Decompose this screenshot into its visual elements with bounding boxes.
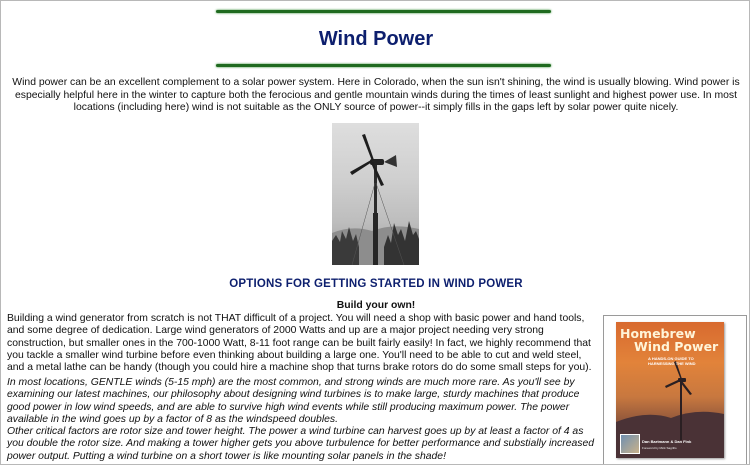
gentle-winds-paragraph: In most locations, GENTLE winds (5-15 mph) are the most common, and strong winds are much more rare. As you'll see by examining our latest machines, our philosophy about designing wind turbines is to make large, sturdy machines that produce good power in low wind speeds, and are able to survive high wind events while still producing maximum power. The power available in the wind goes up by a factor of 8 as the windspeed doubles. — [7, 377, 580, 425]
wind-info-block — [7, 377, 599, 463]
book-inset-photo — [620, 434, 640, 454]
book-title — [620, 327, 720, 353]
bottom-divider — [216, 64, 551, 67]
wind-turbine-photo[interactable] — [332, 123, 419, 265]
book-box — [603, 315, 747, 465]
top-divider — [216, 10, 551, 13]
book-title-line2: Wind Power — [634, 339, 719, 354]
book-foreword: Foreword by Mick Sagrillo — [642, 446, 677, 450]
section-heading: OPTIONS FOR GETTING STARTED IN WIND POWER — [229, 278, 523, 290]
wind-turbine-image — [332, 123, 419, 265]
book-authors: Dan Bartmann & Dan Fink — [642, 439, 692, 444]
page-title: Wind Power — [318, 28, 434, 50]
build-your-own-heading: Build your own! — [336, 300, 416, 311]
book-subtitle: A HANDS-ON GUIDE TO HARNESSING THE WIND — [648, 356, 696, 366]
rotor-tower-paragraph: Other critical factors are rotor size and tower height. The power a wind turbine can harvest goes up by at least a factor of 4 as you double the rotor size. And making a tower higher gets you above turbulence for better performance and substially increased power output. Putting a wind turbine on a short tower is like mounting solar panels in the shade! — [7, 426, 595, 462]
book-cover[interactable] — [616, 322, 724, 458]
book-title-line1: Homebrew — [620, 326, 696, 341]
intro-paragraph: Wind power can be an excellent complement to a solar power system. Here in Colorado, when the sun isn't shining, the wind is usually blowing. Wind power is especially helpful here in the winter to capture both the ferocious and gentle mountain winds during the times of least sunlight and highest power use. In most locations (including here) wind is not suitable as the ONLY source of power--it simply fills in the gaps left by solar power quite nicely. — [12, 77, 740, 113]
build-paragraph: Building a wind generator from scratch is not THAT difficult of a project. You will need a shop with basic power and hand tools, and some degree of dedication. Large wind generators of 2000 Watts and up are a major project needing very strong construction, but smaller ones in the 700-1000 Watt, 8-11 foot range can be built fairly easily! In fact, we highly recommend that you tackle a smaller wind turbine before even thinking about building a large one. You'll need to be able to cut and weld steel, and a metal lathe can be handy (though you could hire a machine shop that turns brake rotors do do some small steps for you). — [7, 313, 592, 374]
